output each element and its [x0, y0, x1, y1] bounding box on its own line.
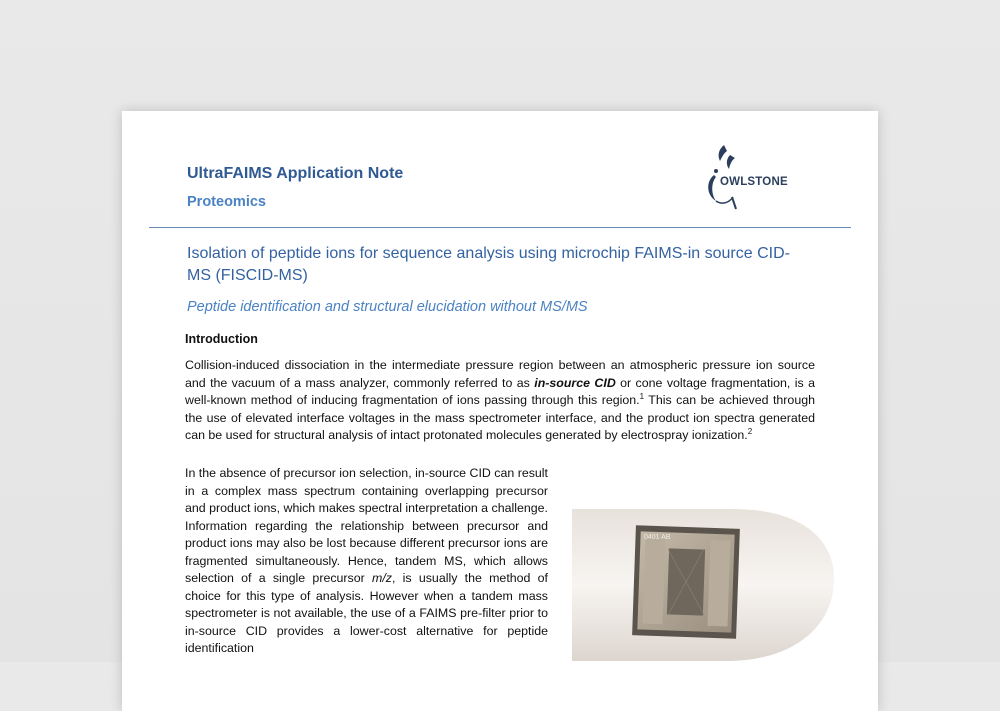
document-page [122, 111, 878, 711]
owlstone-logo [702, 139, 812, 211]
owl-icon [702, 139, 812, 211]
app-note-category: Proteomics [187, 194, 266, 210]
document-subtitle: Peptide identification and structural elucidation without MS/MS [187, 299, 588, 315]
section-heading: Introduction [185, 332, 258, 346]
emphasis-mz: m/z [372, 571, 392, 585]
chip-label: 0401 AB [644, 534, 671, 541]
microchip-icon [632, 525, 740, 639]
intro-paragraph-2: In the absence of precursor ion selection, in-source CID can result in a complex mass spectrum containing overlapping precursor and product ions, which makes spectral interpretation a challenge. Information regarding the relationship between precursor and product ions may also be lost because different precursor ions are fragmented simultaneously. Hence, tandem MS, which allows selection of a single precursor m/z, is usually the method of choice for this type of analysis. However when a tandem mass spectrometer is not available, the use of a FAIMS pre-filter prior to in-source CID provides a lower-cost alternative for peptide identification [185, 466, 548, 655]
header-divider [149, 227, 851, 228]
intro-paragraph-1: Collision-induced dissociation in the intermediate pressure region between an atmospheric pressure ion source and the vacuum of a mass analyzer, commonly referred to as in-source CID or cone voltage fragmentation, is a well-known method of inducing fragmentation of ions passing through this region.$^1$ This can be achieved through the use of elevated interface voltages in the mass spectrometer interface, and the product ion spectra generated can be used for structural analysis of intact protonated molecules generated by electrospray ionization.$^2$ [185, 358, 815, 442]
emphasis-in-source-cid: in-source CID [534, 375, 616, 390]
app-note-title: UltraFAIMS Application Note [187, 165, 404, 182]
reference-1: 1 [639, 391, 645, 401]
faims-chip-photo [572, 499, 842, 669]
logo-wordmark: OWLSTONE [720, 176, 788, 188]
reference-2: 2 [747, 426, 753, 436]
document-title: Isolation of peptide ions for sequence analysis using microchip FAIMS-in source CID-MS (FISCID-MS) [187, 245, 790, 284]
